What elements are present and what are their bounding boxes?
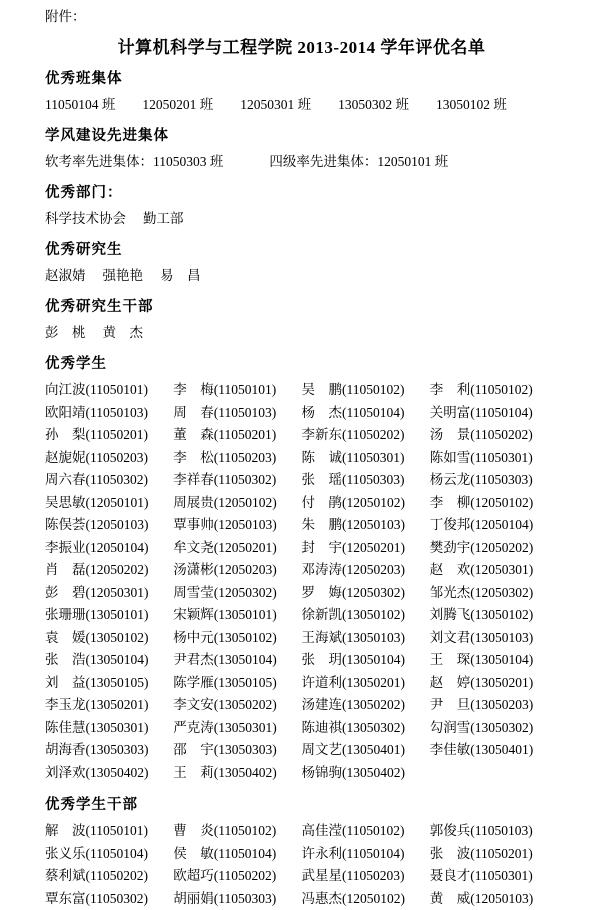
student-entry: 李祥春(11050302)	[173, 469, 301, 492]
list-item: 赵淑婧	[45, 265, 86, 286]
student-entry: 欧超巧(11050202)	[173, 865, 301, 888]
student-entry: 王 莉(13050402)	[173, 762, 301, 785]
list-item: 黄 杰	[103, 322, 144, 343]
student-entry: 徐新凯(13050102)	[302, 604, 430, 627]
student-entry: 陈迪祺(13050302)	[302, 717, 430, 740]
student-entry: 张 玥(13050104)	[302, 649, 430, 672]
student-entry: 杨云龙(11050303)	[430, 469, 558, 492]
student-entry: 李 利(11050102)	[430, 379, 558, 402]
student-entry: 李 柳(12050102)	[430, 492, 558, 515]
list-item: 13050302 班	[338, 94, 409, 115]
section	[45, 125, 558, 172]
student-entry: 武星星(11050203)	[302, 865, 430, 888]
student-entry: 丁俊邦(12050104)	[430, 514, 558, 537]
student-entry: 邵 宇(13050303)	[173, 739, 301, 762]
list-item: 软考率先进集体：11050303 班	[45, 151, 223, 172]
section-items	[45, 94, 558, 115]
student-entry: 刘文君(13050103)	[430, 627, 558, 650]
student-entry: 冯惠杰(12050102)	[302, 888, 430, 910]
list-item: 强艳艳	[103, 265, 144, 286]
student-entry: 陈学雁(13050105)	[173, 672, 301, 695]
section-heading: 优秀学生干部	[45, 794, 558, 816]
student-entry: 吴思敏(12050101)	[45, 492, 173, 515]
student-entry: 杨锦驹(13050402)	[302, 762, 430, 785]
student-entry: 陈佳慧(13050301)	[45, 717, 173, 740]
student-entry: 汤建连(13050202)	[302, 694, 430, 717]
student-entry: 张珊珊(13050101)	[45, 604, 173, 627]
list-item: 勤工部	[143, 208, 184, 229]
student-entry: 胡海香(13050303)	[45, 739, 173, 762]
student-entry: 邹光杰(12050302)	[430, 582, 558, 605]
student-entry: 覃事帅(12050103)	[173, 514, 301, 537]
student-entry: 李文安(13050202)	[173, 694, 301, 717]
student-entry: 周雪莹(12050302)	[173, 582, 301, 605]
student-entry: 李新东(11050202)	[302, 424, 430, 447]
section-heading: 优秀学生	[45, 353, 558, 375]
student-entry: 董 森(11050201)	[173, 424, 301, 447]
student-entry: 李 梅(11050101)	[173, 379, 301, 402]
section-heading: 优秀班集体	[45, 68, 558, 90]
student-entry: 张 波(11050201)	[430, 843, 558, 866]
section-items	[45, 151, 558, 172]
page-title: 计算机科学与工程学院 2013-2014 学年评优名单	[45, 33, 558, 58]
student-entry: 李佳敏(13050401)	[430, 739, 558, 762]
student-entry: 勾润雪(13050302)	[430, 717, 558, 740]
student-grid	[45, 379, 558, 784]
list-item: 12050201 班	[142, 94, 213, 115]
student-entry: 樊劲宇(12050202)	[430, 537, 558, 560]
student-entry: 王海斌(13050103)	[302, 627, 430, 650]
student-entry: 孙 梨(11050201)	[45, 424, 173, 447]
section-items	[45, 265, 558, 286]
student-entry: 郭俊兵(11050103)	[430, 820, 558, 843]
list-item: 彭 桃	[45, 322, 86, 343]
section-items	[45, 322, 558, 343]
student-entry: 蔡利斌(11050202)	[45, 865, 173, 888]
section	[45, 239, 558, 286]
student-entry: 张 瑶(11050303)	[302, 469, 430, 492]
student-entry: 李玉龙(13050201)	[45, 694, 173, 717]
section	[45, 296, 558, 343]
student-entry: 彭 碧(12050301)	[45, 582, 173, 605]
student-entry: 邓涛涛(12050203)	[302, 559, 430, 582]
student-entry: 许道利(13050201)	[302, 672, 430, 695]
list-item: 11050104 班	[45, 94, 115, 115]
student-entry: 周 春(11050103)	[173, 402, 301, 425]
student-entry: 汤潇彬(12050203)	[173, 559, 301, 582]
list-item: 四级率先进集体：12050101 班	[269, 151, 448, 172]
student-entry: 黄 威(12050103)	[430, 888, 558, 910]
student-entry: 封 宇(12050201)	[302, 537, 430, 560]
student-entry: 解 波(11050101)	[45, 820, 173, 843]
section-heading: 优秀研究生	[45, 239, 558, 261]
student-entry: 尹君杰(13050104)	[173, 649, 301, 672]
student-entry: 高佳滢(11050102)	[302, 820, 430, 843]
student-entry: 尹 旦(13050203)	[430, 694, 558, 717]
student-entry: 张义乐(11050104)	[45, 843, 173, 866]
student-entry: 关明富(11050104)	[430, 402, 558, 425]
student-entry: 赵 婷(13050201)	[430, 672, 558, 695]
student-entry: 袁 媛(13050102)	[45, 627, 173, 650]
student-entry: 付 鹃(12050102)	[302, 492, 430, 515]
student-entry: 胡丽娟(11050303)	[173, 888, 301, 910]
student-entry: 严克涛(13050301)	[173, 717, 301, 740]
student-entry: 牟文尧(12050201)	[173, 537, 301, 560]
student-entry: 李 松(11050203)	[173, 447, 301, 470]
student-entry: 覃东富(11050302)	[45, 888, 173, 910]
student-entry: 张 浩(13050104)	[45, 649, 173, 672]
student-entry: 朱 鹏(12050103)	[302, 514, 430, 537]
student-entry: 宋颖辉(13050101)	[173, 604, 301, 627]
student-entry: 王 琛(13050104)	[430, 649, 558, 672]
student-entry: 周六春(11050302)	[45, 469, 173, 492]
student-entry: 周文艺(13050401)	[302, 739, 430, 762]
section	[45, 794, 558, 910]
section-heading: 优秀部门：	[45, 182, 558, 204]
student-entry: 杨 杰(11050104)	[302, 402, 430, 425]
student-entry: 杨中元(13050102)	[173, 627, 301, 650]
student-entry: 刘 益(13050105)	[45, 672, 173, 695]
student-entry: 吴 鹏(11050102)	[302, 379, 430, 402]
section-heading: 学风建设先进集体	[45, 125, 558, 147]
student-entry: 陈 诚(11050301)	[302, 447, 430, 470]
list-item: 科学技术协会	[45, 208, 126, 229]
student-grid	[45, 820, 558, 910]
section	[45, 68, 558, 115]
student-entry: 李振业(12050104)	[45, 537, 173, 560]
list-item: 12050301 班	[240, 94, 311, 115]
student-entry: 周展贵(12050102)	[173, 492, 301, 515]
student-entry: 许永利(11050104)	[302, 843, 430, 866]
student-entry: 陈俣荟(12050103)	[45, 514, 173, 537]
sections-container	[45, 68, 558, 910]
student-entry: 欧阳靖(11050103)	[45, 402, 173, 425]
section	[45, 353, 558, 784]
student-entry: 罗 娒(12050302)	[302, 582, 430, 605]
student-entry: 赵 欢(12050301)	[430, 559, 558, 582]
student-entry: 肖 磊(12050202)	[45, 559, 173, 582]
student-entry: 刘泽欢(13050402)	[45, 762, 173, 785]
section-heading: 优秀研究生干部	[45, 296, 558, 318]
student-entry: 曹 炎(11050102)	[173, 820, 301, 843]
student-entry: 聂良才(11050301)	[430, 865, 558, 888]
section	[45, 182, 558, 229]
section-items	[45, 208, 558, 229]
student-entry: 侯 敏(11050104)	[173, 843, 301, 866]
list-item: 易 昌	[160, 265, 201, 286]
attachment-label: 附件：	[45, 7, 558, 26]
student-entry: 汤 景(11050202)	[430, 424, 558, 447]
student-entry: 向江波(11050101)	[45, 379, 173, 402]
list-item: 13050102 班	[436, 94, 507, 115]
student-entry: 刘腾飞(13050102)	[430, 604, 558, 627]
student-entry: 陈如雪(11050301)	[430, 447, 558, 470]
student-entry: 赵旎妮(11050203)	[45, 447, 173, 470]
